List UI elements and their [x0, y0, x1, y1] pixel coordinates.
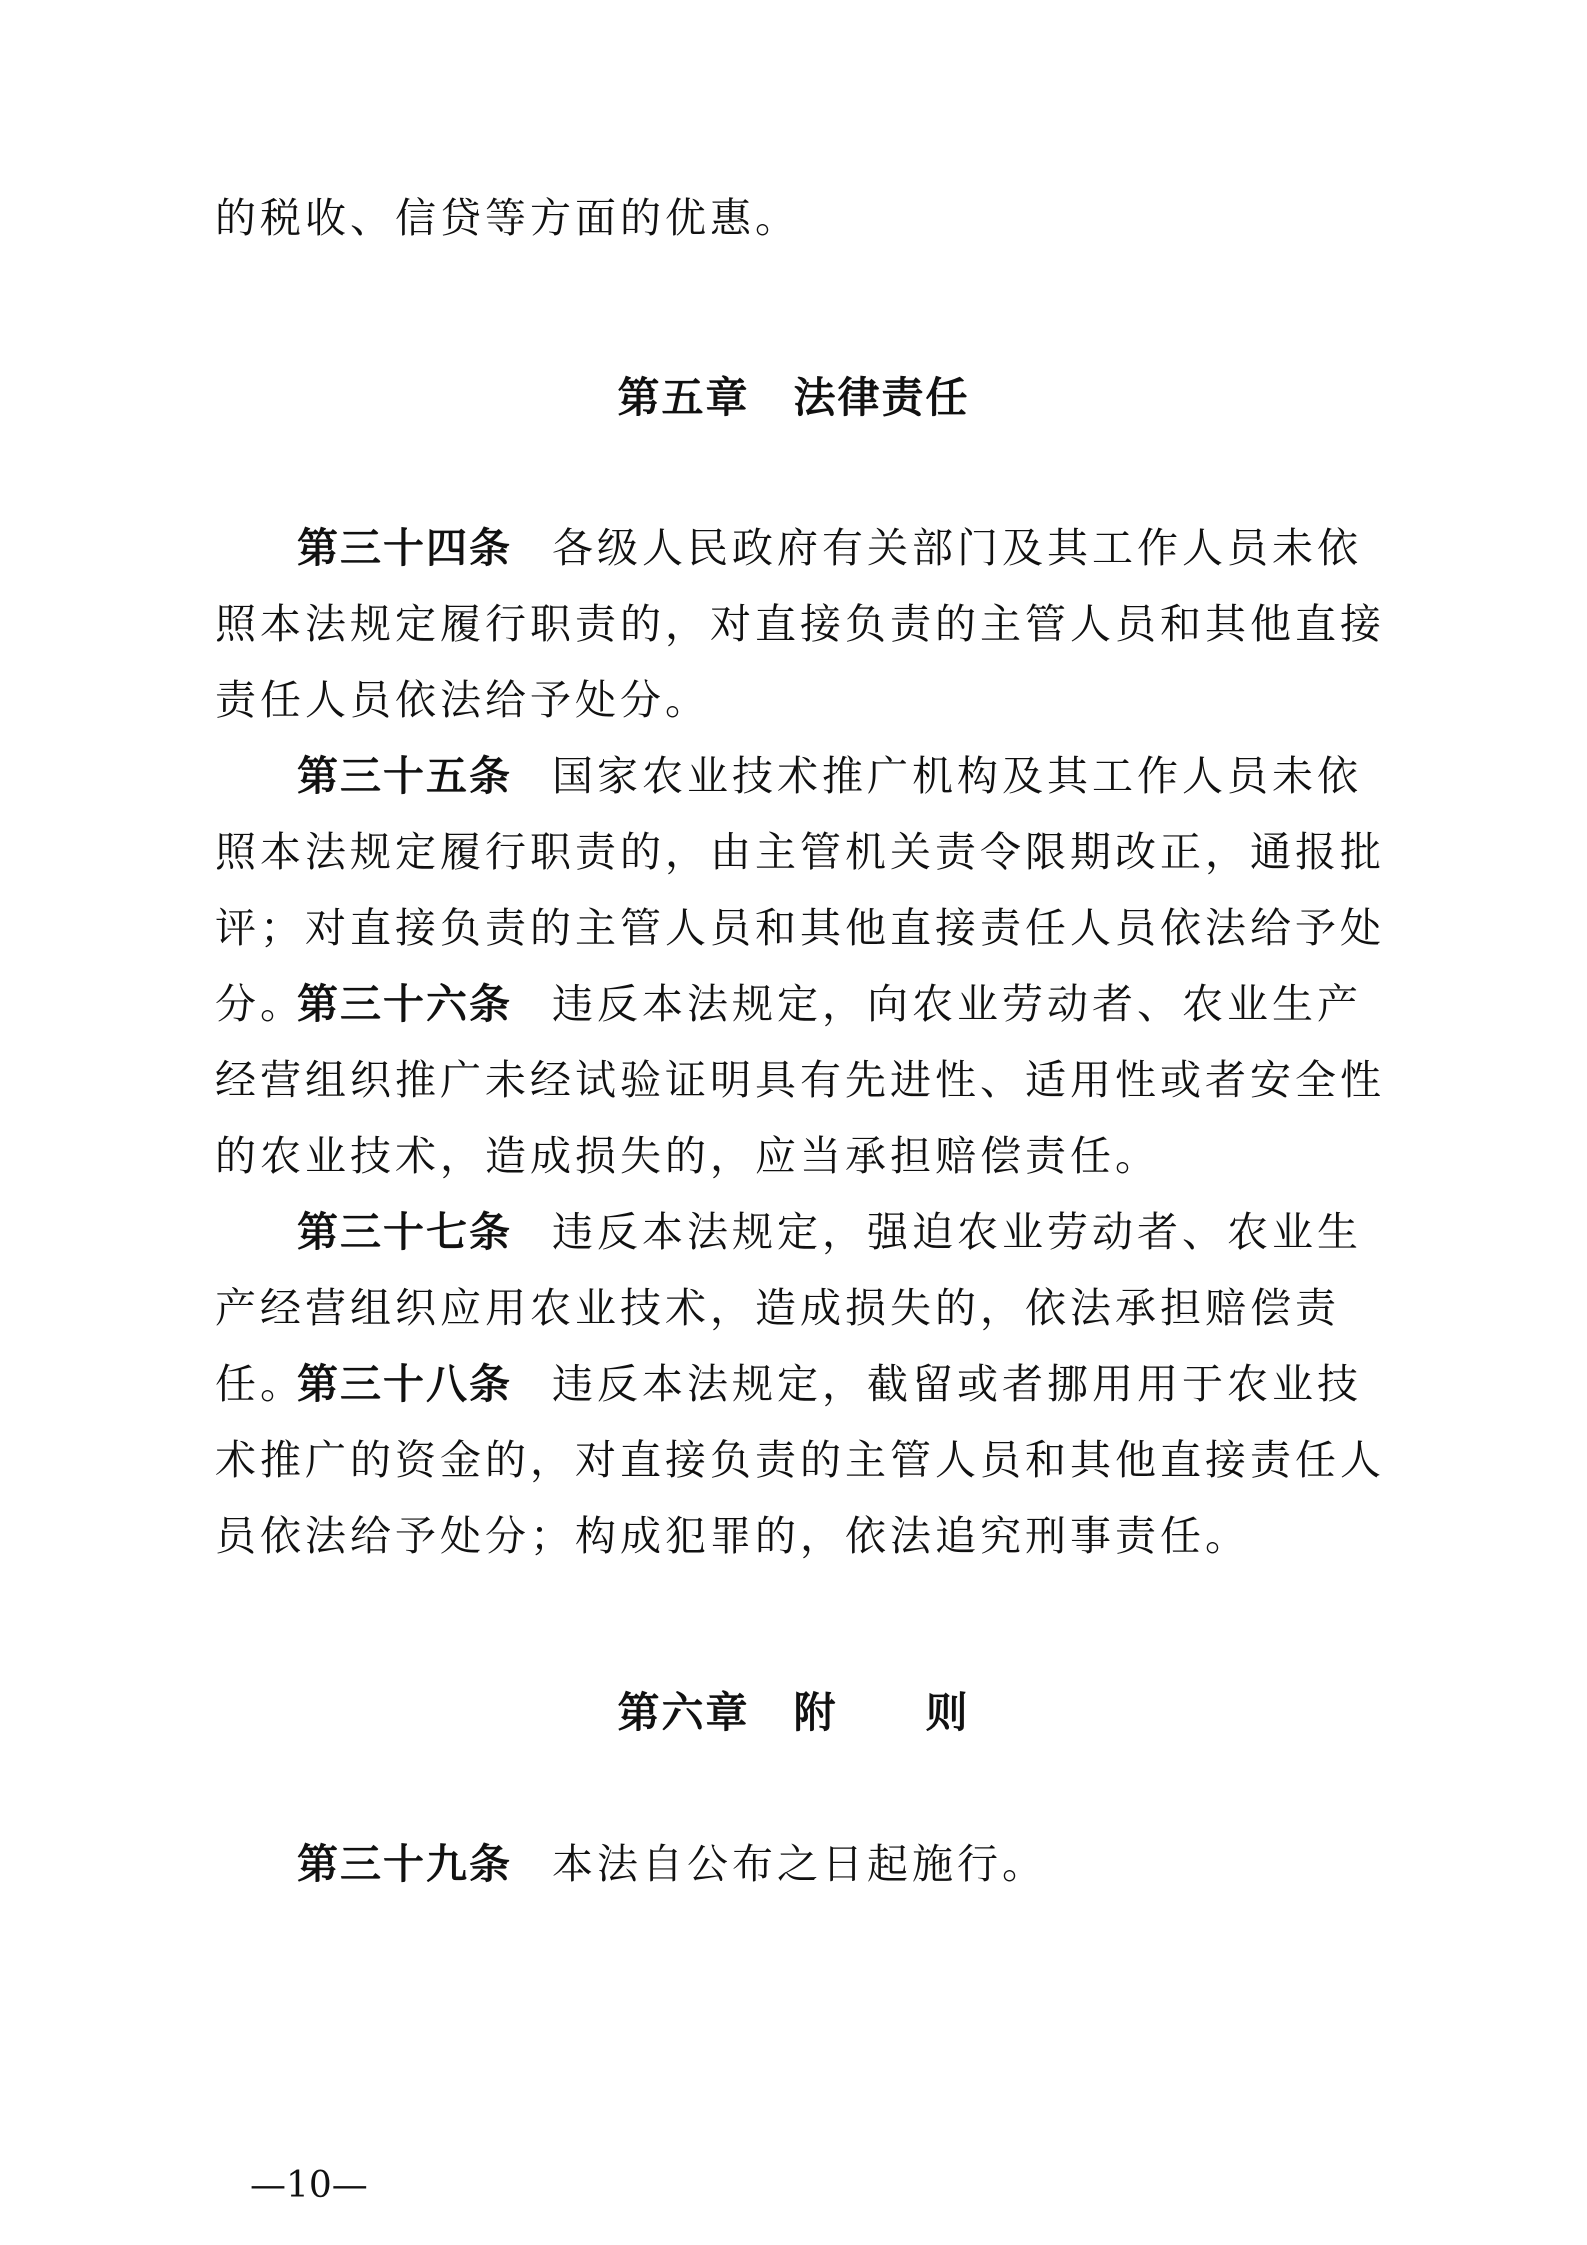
article-38	[215, 1346, 1395, 1574]
article-text: 各级人民政府有关部门及其工作人员未依照本法规定履行职责的，对直接负责的主管人员和其他直接责任人员依法给予处分。	[215, 524, 1385, 724]
article-number: 第三十五条	[297, 752, 512, 800]
article-text: 本法自公布之日起施行。	[552, 1840, 1047, 1888]
continuation-paragraph	[215, 180, 1395, 256]
article-34	[215, 510, 1395, 738]
article-number: 第三十七条	[297, 1208, 512, 1256]
article-39	[215, 1826, 1395, 1902]
article-number: 第三十四条	[297, 524, 512, 572]
article-text: 国家农业技术推广机构及其工作人员未依照本法规定履行职责的，由主管机关责令限期改正，通报批评；对直接负责的主管人员和其他直接责任人员依法给予处分。	[215, 752, 1385, 1028]
page-number: —10—	[250, 2165, 368, 2206]
chapter-five-heading: 第五章 法律责任	[617, 373, 970, 422]
article-text: 违反本法规定，向农业劳动者、农业生产经营组织推广未经试验证明具有先进性、适用性或者安全性的农业技术，造成损失的，应当承担赔偿责任。	[215, 980, 1385, 1180]
article-number: 第三十九条	[297, 1840, 512, 1888]
article-text: 违反本法规定，强迫农业劳动者、农业生产经营组织应用农业技术，造成损失的，依法承担赔偿责任。	[215, 1208, 1362, 1408]
chapter-six-heading: 第六章 附 则	[617, 1688, 970, 1737]
article-36	[215, 966, 1395, 1194]
article-number: 第三十八条	[297, 1360, 512, 1408]
article-text: 违反本法规定，截留或者挪用用于农业技术推广的资金的，对直接负责的主管人员和其他直接责任人员依法给予处分；构成犯罪的，依法追究刑事责任。	[215, 1360, 1385, 1560]
continuation-text: 的税收、信贷等方面的优惠。	[215, 194, 800, 242]
article-number: 第三十六条	[297, 980, 512, 1028]
